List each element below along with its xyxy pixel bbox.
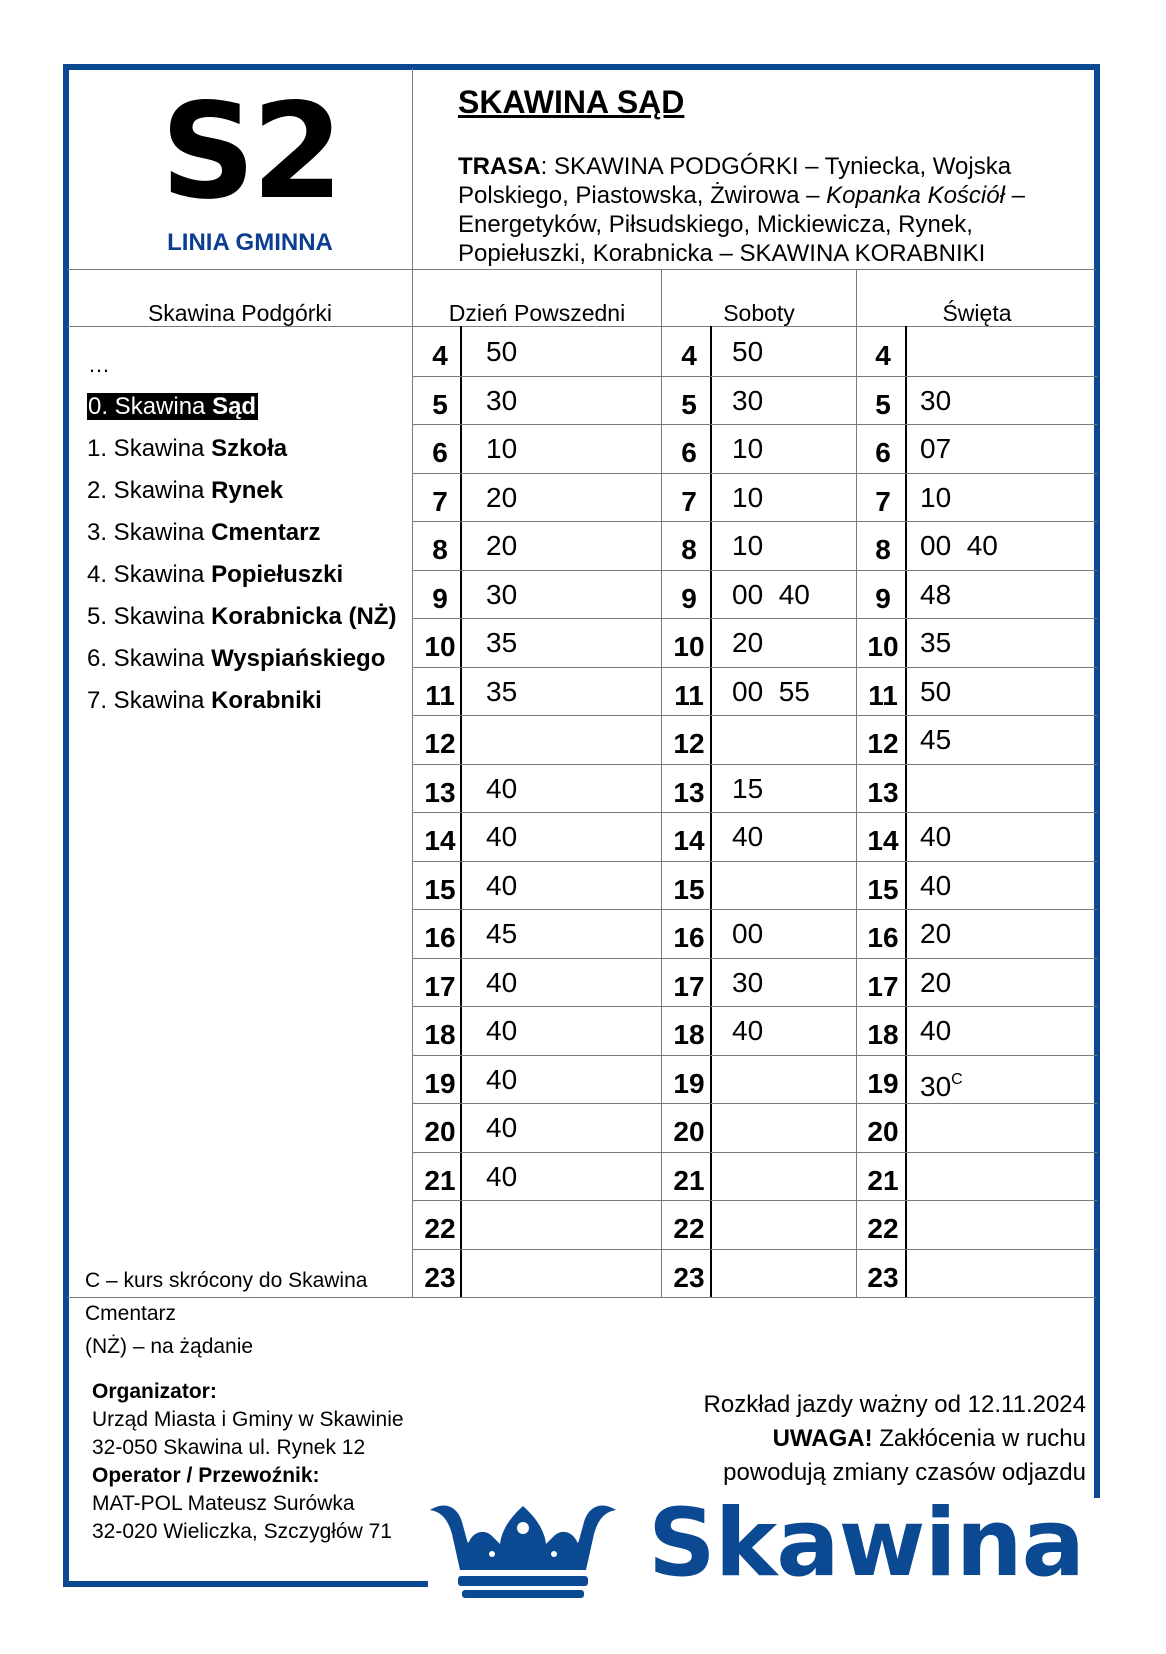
stop-name: Popiełuszki	[211, 561, 344, 588]
holiday-minutes: 00 40	[920, 530, 998, 561]
row-divider	[413, 909, 1097, 910]
saturday-minutes: 00	[732, 918, 764, 949]
stop-name: Rynek	[211, 477, 284, 504]
list-item	[87, 519, 396, 561]
saturday-hour: 11	[674, 680, 704, 711]
saturday-minutes: 00 40	[732, 579, 810, 610]
previous-stops-ellipsis: …	[88, 352, 110, 377]
legend-line: C – kurs skrócony do Skawina	[85, 1269, 368, 1292]
holiday-hour: 9	[875, 583, 891, 614]
holiday-minutes: $30^C$	[920, 1071, 963, 1102]
holiday-minutes: 40	[920, 1015, 952, 1046]
saturday-minutes: 30	[732, 385, 764, 416]
saturday-hour: 19	[673, 1068, 705, 1099]
saturday-hour: 7	[681, 486, 697, 517]
weekday-minutes: 35	[486, 676, 518, 707]
organizer-line: Urząd Miasta i Gminy w Skawinie	[92, 1408, 404, 1431]
row-divider	[413, 764, 1097, 765]
saturday-hour: 21	[673, 1165, 705, 1196]
validity-notice	[704, 1388, 1086, 1490]
weekday-hour: 7	[432, 486, 448, 517]
holiday-minutes: 40	[920, 870, 952, 901]
holiday-minutes: 40	[920, 821, 952, 852]
stop-name: Korabniki	[211, 687, 322, 714]
divider	[412, 68, 413, 1298]
saturday-hour: 23	[673, 1262, 705, 1293]
current-stop-highlight	[87, 393, 258, 420]
weekday-hour: 20	[424, 1116, 456, 1147]
weekday-hour: 10	[424, 631, 456, 662]
weekday-minutes: 20	[486, 482, 518, 513]
holiday-hour: 12	[867, 728, 899, 759]
holiday-hour: 22	[867, 1213, 899, 1244]
operator-label: Operator / Przewoźnik:	[92, 1464, 320, 1487]
organizer-line: 32-050 Skawina ul. Rynek 12	[92, 1436, 366, 1459]
line-type: LINIA GMINNA	[167, 229, 333, 256]
warning-text: Zakłócenia w ruchu	[872, 1425, 1086, 1452]
operator-line: MAT-POL Mateusz Surówka	[92, 1492, 355, 1515]
weekday-minutes: 40	[486, 821, 518, 852]
page-title: SKAWINA SĄD	[458, 84, 685, 120]
saturday-minutes: 40	[732, 1015, 764, 1046]
holiday-minutes: 45	[920, 724, 952, 755]
saturday-hour: 16	[673, 922, 705, 953]
organizer-info	[92, 1378, 404, 1546]
holiday-hour: 14	[867, 825, 899, 856]
legend	[85, 1264, 415, 1363]
saturday-header: Soboty	[723, 300, 795, 326]
weekday-hour: 18	[424, 1019, 456, 1050]
weekday-hour: 13	[424, 777, 456, 808]
row-divider	[413, 861, 1097, 862]
route-description	[458, 152, 1058, 268]
weekday-minutes: 40	[486, 870, 518, 901]
saturday-hour: 20	[673, 1116, 705, 1147]
weekday-minutes: 30	[486, 579, 518, 610]
holiday-minutes: 07	[920, 433, 952, 464]
holiday-hour: 4	[875, 340, 891, 371]
row-divider	[413, 618, 1097, 619]
stop-name: Szkoła	[211, 435, 288, 462]
weekday-hour: 12	[424, 728, 456, 759]
row-divider	[413, 667, 1097, 668]
stop-name: Korabnicka (NŻ)	[211, 603, 397, 630]
holiday-minutes: 30	[920, 385, 952, 416]
stop-name: Wyspiańskiego	[211, 645, 386, 672]
line-number: S2	[160, 75, 340, 229]
saturday-minutes: 30	[732, 967, 764, 998]
row-divider	[413, 376, 1097, 377]
operator-line: 32-020 Wieliczka, Szczygłów 71	[92, 1520, 392, 1543]
saturday-hour: 18	[673, 1019, 705, 1050]
weekday-minutes: 40	[486, 1112, 518, 1143]
holiday-minutes: 20	[920, 918, 952, 949]
holiday-minutes: 10	[920, 482, 952, 513]
weekday-hour: 9	[432, 583, 448, 614]
stop-prefix: 3. Skawina	[87, 519, 212, 546]
saturday-hour: 22	[673, 1213, 705, 1244]
direction-header: Skawina Podgórki	[147, 300, 333, 326]
weekday-hour: 11	[425, 680, 455, 711]
saturday-minutes: 00 55	[732, 676, 810, 707]
list-item	[87, 603, 396, 645]
holiday-hour: 18	[867, 1019, 899, 1050]
row-divider	[413, 958, 1097, 959]
saturday-hour: 9	[681, 583, 697, 614]
organizer-label: Organizator:	[92, 1380, 217, 1403]
weekday-hour: 5	[432, 389, 448, 420]
weekday-hour: 22	[424, 1213, 456, 1244]
holiday-minutes: 48	[920, 579, 952, 610]
row-divider	[413, 1200, 1097, 1201]
holiday-hour: 15	[867, 874, 899, 905]
saturday-hour: 5	[681, 389, 697, 420]
holiday-hour: 8	[875, 534, 891, 565]
stop-name: Cmentarz	[211, 519, 321, 546]
stop-prefix: 1. Skawina	[87, 435, 212, 462]
route-text-italic: Kopanka Kościół	[826, 182, 1005, 209]
route-text: : SKAWINA PODGÓRKI – Tyniecka, Wojska Polskiego, Piastowska, Żwirowa –	[458, 153, 1012, 209]
route-label: TRASA	[458, 153, 541, 180]
holiday-hour: 23	[867, 1262, 899, 1293]
weekday-hour: 15	[424, 874, 456, 905]
holiday-hour: 13	[867, 777, 899, 808]
row-divider	[413, 473, 1097, 474]
stop-name: Sąd	[212, 393, 257, 420]
weekday-minutes: 40	[486, 1161, 518, 1192]
weekday-hour: 23	[424, 1262, 456, 1293]
weekday-minutes: 30	[486, 385, 518, 416]
row-divider	[413, 570, 1097, 571]
weekday-hour: 4	[432, 340, 448, 371]
saturday-minutes: 10	[732, 482, 764, 513]
stop-list	[87, 393, 396, 729]
holiday-hour: 20	[867, 1116, 899, 1147]
list-item	[87, 687, 396, 729]
list-item	[87, 393, 396, 435]
holiday-hour: 5	[875, 389, 891, 420]
saturday-minutes: 20	[732, 627, 764, 658]
weekday-hour: 16	[424, 922, 456, 953]
validity-date: Rozkład jazdy ważny od 12.11.2024	[703, 1391, 1086, 1418]
saturday-hour: 12	[673, 728, 705, 759]
warning-label: UWAGA!	[772, 1425, 873, 1452]
weekday-minutes: 40	[486, 1064, 518, 1095]
legend-line: Cmentarz	[85, 1302, 177, 1325]
holiday-hour: 11	[868, 680, 898, 711]
legend-line: (NŻ) – na żądanie	[85, 1335, 254, 1358]
holiday-hour: 19	[867, 1068, 899, 1099]
warning-line	[704, 1422, 1086, 1456]
route-text: – Energetyków, Piłsudskiego, Mickiewicza, Rynek, Popiełuszki, Korabnicka – SKAWINA KORABNIKI	[458, 182, 1025, 267]
weekday-minutes: 40	[486, 1015, 518, 1046]
row-divider	[413, 1152, 1097, 1153]
saturday-hour: 17	[673, 971, 705, 1002]
stop-prefix: 4. Skawina	[87, 561, 212, 588]
saturday-hour: 14	[673, 825, 705, 856]
stop-prefix: 5. Skawina	[87, 603, 212, 630]
holiday-hour: 10	[867, 631, 899, 662]
holiday-hour: 17	[867, 971, 899, 1002]
row-divider	[413, 1249, 1097, 1250]
weekday-minutes: 45	[486, 918, 518, 949]
weekday-hour: 6	[432, 437, 448, 468]
course-mark: C	[951, 1071, 963, 1088]
crown-icon	[428, 1498, 618, 1602]
holiday-hour: 7	[875, 486, 891, 517]
row-divider	[413, 424, 1097, 425]
saturday-hour: 15	[673, 874, 705, 905]
saturday-minutes: 10	[732, 433, 764, 464]
weekday-hour: 17	[424, 971, 456, 1002]
saturday-minutes: 10	[732, 530, 764, 561]
saturday-hour: 10	[673, 631, 705, 662]
saturday-minutes: 50	[732, 336, 764, 367]
list-item	[87, 561, 396, 603]
list-item	[87, 477, 396, 519]
row-divider	[413, 1055, 1097, 1056]
saturday-minutes: 40	[732, 821, 764, 852]
list-item	[87, 435, 396, 477]
weekday-header: Dzień Powszedni	[448, 300, 626, 326]
warning-line: powodują zmiany czasów odjazdu	[723, 1459, 1086, 1486]
holiday-minutes: 50	[920, 676, 952, 707]
row-divider	[413, 715, 1097, 716]
stop-prefix: 0. Skawina	[88, 393, 213, 420]
row-divider	[413, 812, 1097, 813]
weekday-hour: 19	[424, 1068, 456, 1099]
weekday-minutes: 35	[486, 627, 518, 658]
saturday-hour: 6	[681, 437, 697, 468]
skawina-logo	[428, 1489, 1102, 1602]
holiday-hour: 16	[867, 922, 899, 953]
stop-prefix: 2. Skawina	[87, 477, 212, 504]
weekday-minutes: 50	[486, 336, 518, 367]
list-item	[87, 645, 396, 687]
weekday-hour: 14	[424, 825, 456, 856]
saturday-hour: 8	[681, 534, 697, 565]
holiday-minutes: 35	[920, 627, 952, 658]
weekday-hour: 8	[432, 534, 448, 565]
weekday-minutes: 40	[486, 773, 518, 804]
stop-prefix: 7. Skawina	[87, 687, 212, 714]
saturday-hour: 13	[673, 777, 705, 808]
weekday-minutes: 20	[486, 530, 518, 561]
holiday-header: Święta	[942, 300, 1012, 326]
row-divider	[413, 1006, 1097, 1007]
brand-wordmark: Skawina	[648, 1489, 1085, 1598]
stop-prefix: 6. Skawina	[87, 645, 212, 672]
holiday-hour: 6	[875, 437, 891, 468]
holiday-hour: 21	[867, 1165, 899, 1196]
weekday-minutes: 40	[486, 967, 518, 998]
row-divider	[413, 521, 1097, 522]
weekday-minutes: 10	[486, 433, 518, 464]
holiday-minutes: 20	[920, 967, 952, 998]
divider	[67, 269, 1096, 270]
saturday-hour: 4	[681, 340, 697, 371]
row-divider	[413, 1103, 1097, 1104]
weekday-hour: 21	[424, 1165, 456, 1196]
saturday-minutes: 15	[732, 773, 764, 804]
